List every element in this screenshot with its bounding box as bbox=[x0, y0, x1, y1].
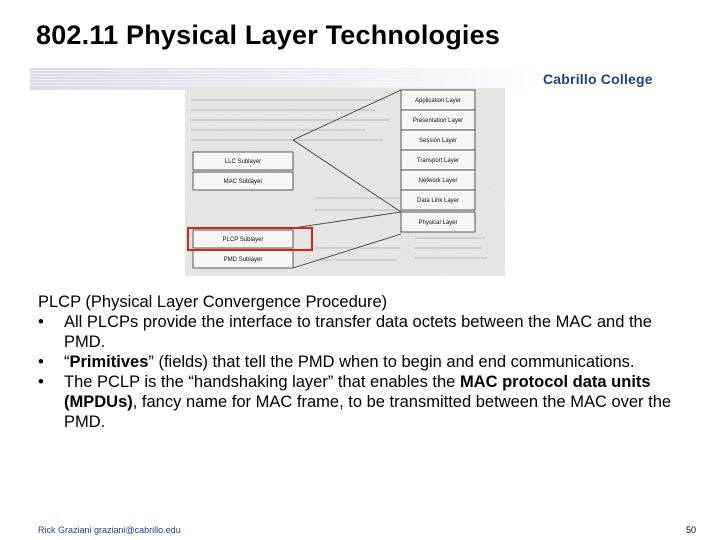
osi-layer-6 bbox=[401, 190, 475, 210]
osi-sublayer-figure bbox=[185, 88, 505, 276]
bullet-text: ” (fields) that tell the PMD when to begin and end communications. bbox=[148, 353, 635, 371]
osi-layer-7-label: Physical Layer bbox=[418, 220, 458, 226]
bullet-text: , fancy name for MAC frame, to be transmitted between the MAC over the PMD. bbox=[64, 393, 672, 431]
sublayer-plcp bbox=[193, 230, 293, 248]
osi-layer-2 bbox=[401, 110, 475, 130]
bullet-marker: • bbox=[38, 373, 44, 391]
osi-layer-3-label: Session Layer bbox=[418, 138, 458, 144]
osi-layer-4-label: Transport Layer bbox=[416, 158, 460, 164]
osi-layer-5 bbox=[401, 170, 475, 190]
sublayer-plcp-label: PLCP Sublayer bbox=[222, 237, 264, 243]
osi-layer-6-label: Data Link Layer bbox=[416, 198, 460, 204]
sublayer-mac bbox=[193, 172, 293, 190]
bullet-marker: • bbox=[38, 313, 44, 331]
osi-layer-2-label: Presentation Layer bbox=[412, 118, 464, 124]
slide-title: 802.11 Physical Layer Technologies bbox=[36, 20, 501, 50]
slide-body bbox=[38, 292, 688, 432]
bullet-bold-term: MAC protocol data units (MPDUs) bbox=[64, 373, 651, 411]
sublayer-llc bbox=[193, 152, 293, 170]
bullet-list bbox=[38, 312, 688, 432]
intro-line: PLCP (Physical Layer Convergence Procedure) bbox=[38, 293, 388, 311]
osi-layer-3 bbox=[401, 130, 475, 150]
osi-layer-1-label: Application Layer bbox=[414, 98, 462, 104]
bullet-item bbox=[38, 372, 688, 432]
sublayer-pmd bbox=[193, 250, 293, 268]
bullet-text: The PCLP is the “handshaking layer” that enables the bbox=[64, 373, 460, 391]
bullet-text: All PLCPs provide the interface to transfer data octets between the MAC and the PMD. bbox=[64, 313, 652, 351]
footer-author: Rick Graziani graziani@cabrillo.edu bbox=[38, 525, 181, 535]
osi-layer-1 bbox=[401, 90, 475, 110]
sublayer-mac-label: MAC Sublayer bbox=[223, 179, 263, 185]
bullet-marker: • bbox=[38, 353, 44, 371]
osi-layer-5-label: Network Layer bbox=[418, 178, 458, 184]
osi-layer-7 bbox=[401, 212, 475, 232]
osi-layer-4 bbox=[401, 150, 475, 170]
bullet-bold-term: Primitives bbox=[69, 353, 149, 371]
bullet-item bbox=[38, 312, 688, 352]
sublayer-pmd-label: PMD Sublayer bbox=[223, 257, 263, 263]
bullet-text-open-quote: “ bbox=[64, 353, 70, 371]
sublayer-llc-label: LLC Sublayer bbox=[224, 159, 262, 165]
bullet-item bbox=[38, 352, 688, 372]
page-number: 50 bbox=[686, 525, 697, 535]
header-banner-stripes bbox=[30, 70, 540, 88]
institution-name: Cabrillo College bbox=[543, 71, 653, 87]
